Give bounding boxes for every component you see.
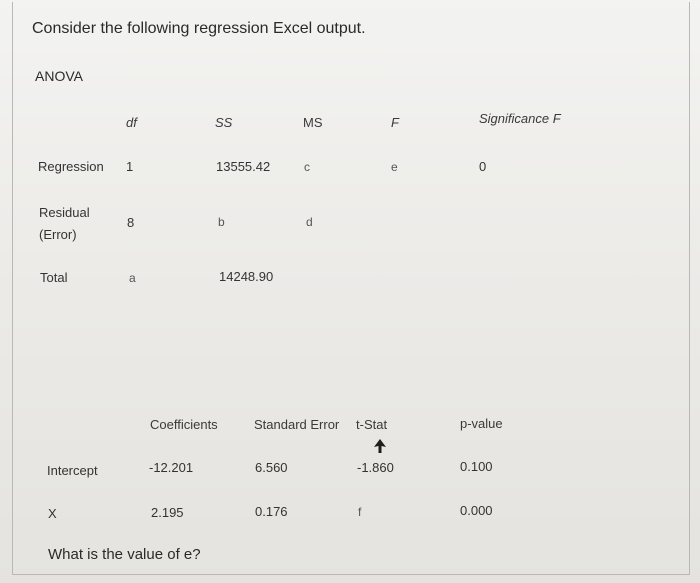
anova-residual-ss: b (218, 215, 225, 229)
anova-regression-ss: 13555.42 (216, 159, 271, 174)
anova-total-df: a (129, 271, 136, 285)
anova-regression-ms: c (304, 160, 310, 174)
question-intro: Consider the following regression Excel output. (32, 20, 366, 37)
anova-total-ss: 14248.90 (219, 269, 274, 284)
content-frame (12, 2, 690, 575)
coef-row-intercept-label: Intercept (47, 463, 98, 478)
anova-row-residual-label: Residual (39, 205, 90, 220)
coef-intercept-p: 0.100 (460, 459, 493, 474)
coef-x-coef: 2.195 (151, 505, 184, 520)
coef-x-t: f (358, 505, 362, 519)
coef-x-p: 0.000 (460, 503, 493, 518)
coef-x-se: 0.176 (255, 504, 288, 519)
anova-regression-sig-f: 0 (479, 159, 487, 174)
coef-intercept-t: -1.860 (357, 460, 394, 475)
coef-intercept-se: 6.560 (255, 460, 288, 475)
anova-header-ss: SS (215, 115, 233, 130)
coef-intercept-coef: -12.201 (149, 460, 194, 475)
coef-header-p-value: p-value (460, 416, 503, 431)
anova-regression-df: 1 (126, 159, 134, 174)
anova-row-residual-label-2: (Error) (39, 227, 77, 242)
coef-header-coefficients: Coefficients (150, 417, 218, 432)
question-text: What is the value of e? (48, 546, 201, 563)
mouse-pointer-icon (373, 438, 387, 454)
anova-header-f: F (391, 115, 399, 130)
coef-header-standard-error: Standard Error (254, 417, 340, 432)
anova-header-df: df (126, 115, 137, 130)
anova-label: ANOVA (35, 68, 83, 84)
anova-header-ms: MS (303, 115, 323, 130)
coef-row-x-label: X (48, 506, 57, 521)
coef-header-t-stat: t-Stat (356, 417, 388, 432)
anova-header-sig-f: Significance F (479, 111, 561, 126)
anova-row-total-label: Total (40, 270, 68, 285)
anova-regression-f: e (391, 160, 398, 174)
anova-residual-ms: d (306, 215, 313, 229)
anova-row-regression-label: Regression (38, 159, 104, 174)
anova-residual-df: 8 (127, 215, 135, 230)
